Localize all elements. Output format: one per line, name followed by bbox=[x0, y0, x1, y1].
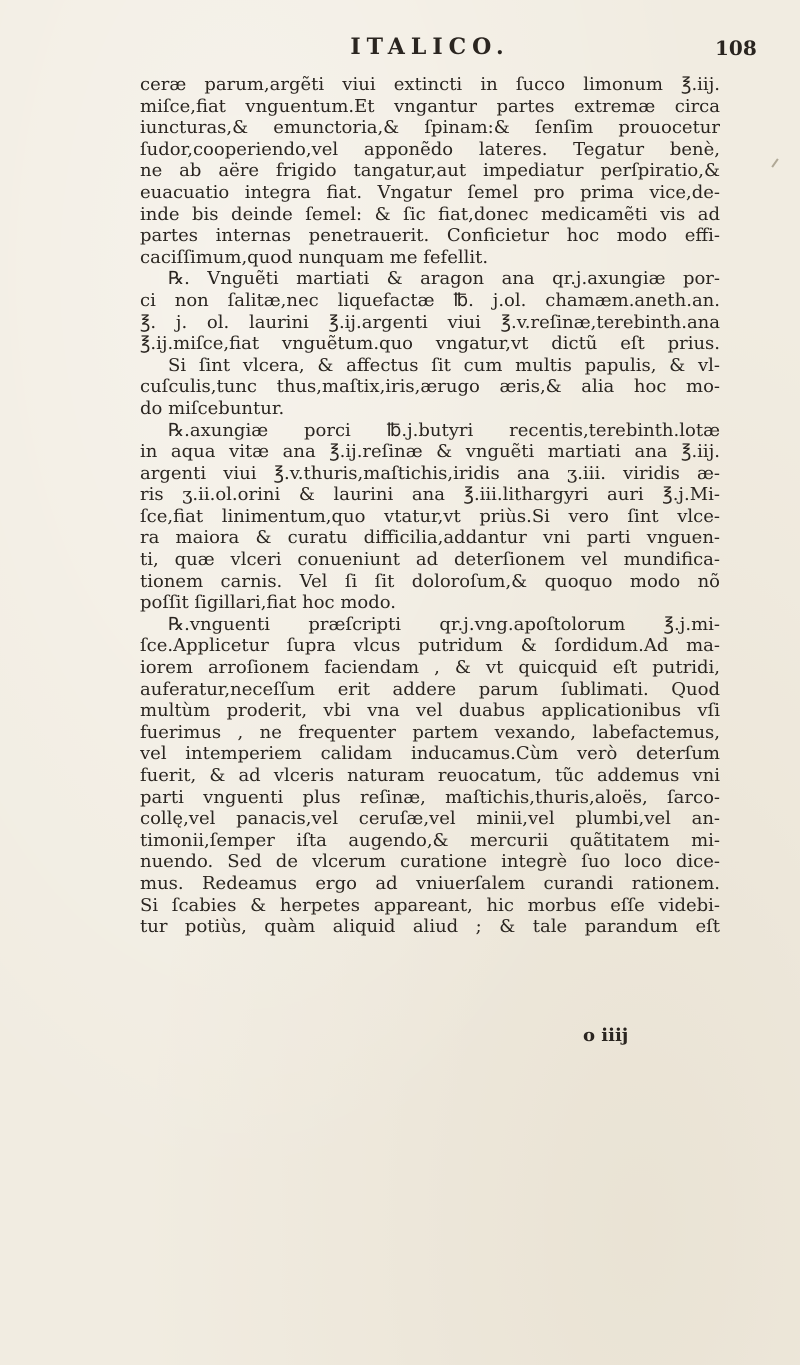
text-line: ℞.vnguenti præſcripti qr.j.vng.apoſtolorum ℥.j.mi- bbox=[168, 613, 720, 635]
text-line: ceræ parum,argẽti viui extincti in ſucco limonum ℥.iij. bbox=[140, 74, 720, 95]
body-text bbox=[140, 74, 720, 938]
text-line: iuncturas,& emunctoria,& ſpinam:& ſenſim prouocetur bbox=[140, 117, 720, 139]
text-line: nuendo. Sed de vlcerum curatione integrè ſuo loco dice- bbox=[140, 851, 720, 873]
text-line: ris ʒ.ii.ol.orini & laurini ana ℥.iii.lithargyri auri ℥.j.Mi- bbox=[140, 484, 720, 506]
text-line: ne ab aëre frigido tangatur,aut impediatur perſpiratio,& bbox=[140, 160, 720, 182]
text-line: in aqua vitæ ana ℥.ij.reſinæ & vnguẽti martiati ana ℥.iij. bbox=[140, 441, 720, 463]
signature-mark: o iiij bbox=[583, 1025, 629, 1046]
running-title: ITALICO. bbox=[350, 34, 510, 60]
text-line: ſce,fiat linimentum,quo vtatur,vt priùs.Si vero ſint vlce- bbox=[140, 505, 720, 527]
text-line: inde bis deinde ſemel: & ſic fiat,donec medicamẽti vis ad bbox=[140, 203, 720, 225]
text-line: mus. Redeamus ergo ad vniuerſalem curandi rationem. bbox=[140, 872, 720, 894]
text-line: fuerit, & ad vlceris naturam reuocatum, tũc addemus vni bbox=[140, 765, 720, 786]
text-line: euacuatio integra fiat. Vngatur ſemel pro prima vice,de- bbox=[140, 181, 720, 203]
text-line: argenti viui ℥.v.thuris,maſtichis,iridis ana ʒ.iii. viridis æ- bbox=[140, 462, 720, 484]
text-line: Si ſcabies & herpetes appareant, hic morbus eſſe videbi- bbox=[140, 894, 720, 916]
text-line: tur potiùs, quàm aliquid aliud ; & tale parandum eſt bbox=[140, 916, 720, 938]
text-line: miſce,fiat vnguentum.Et vngantur partes extremæ circa bbox=[140, 95, 720, 117]
text-line: partes internas penetrauerit. Conficietur hoc modo effi- bbox=[140, 225, 720, 247]
text-line: ti, quæ vlceri conueniunt ad deterſionem vel mundifica- bbox=[140, 549, 720, 571]
text-line: poſſit ſigillari,fiat hoc modo. bbox=[140, 592, 397, 614]
text-line: parti vnguenti plus reſinæ, maſtichis,thuris,aloës, ſarco- bbox=[140, 786, 720, 808]
text-line: ℥.ij.miſce,fiat vnguẽtum.quo vngatur,vt dictũ eſt prius. bbox=[140, 333, 720, 355]
text-line: tionem carnis. Vel ſi ſit doloroſum,& quoquo modo nõ bbox=[140, 570, 720, 592]
margin-pencil-mark bbox=[771, 158, 778, 167]
text-line: ra maiora & curatu difficilia,addantur vni parti vnguen- bbox=[140, 527, 720, 549]
text-line: multùm proderit, vbi vna vel duabus applicationibus vſi bbox=[140, 700, 720, 722]
text-line: fuerimus , ne frequenter partem vexando, labefactemus, bbox=[140, 721, 720, 743]
text-line: ci non ſalitæ,nec liquefactæ ℔. j.ol. chamæm.aneth.an. bbox=[140, 289, 720, 311]
text-line: vel intemperiem calidam inducamus.Cùm verò deterſum bbox=[140, 743, 720, 765]
text-line: auferatur,neceſſum erit addere parum ſublimati. Quod bbox=[140, 678, 720, 700]
text-line: ſudor,cooperiendo,vel apponẽdo lateres. Tegatur benè, bbox=[140, 138, 720, 160]
text-line: do miſcebuntur. bbox=[140, 397, 285, 419]
text-line: cuſculis,tunc thus,maſtix,iris,ærugo æris,& alia hoc mo- bbox=[140, 376, 720, 398]
text-line: ℞.axungiæ porci ℔.j.butyri recentis,terebinth.lotæ bbox=[168, 419, 720, 441]
text-line: ſce.Applicetur ſupra vlcus putridum & ſordidum.Ad ma- bbox=[140, 635, 720, 657]
text-line: iorem arroſionem faciendam , & vt quicquid eſt putridi, bbox=[140, 657, 720, 679]
text-line: ℥. j. ol. laurini ℥.ij.argenti viui ℥.v.reſinæ,terebinth.ana bbox=[140, 311, 720, 333]
text-line: timonii,ſemper iſta augendo,& mercurii quãtitatem mi- bbox=[140, 829, 720, 851]
page-number: 108 bbox=[715, 36, 757, 60]
text-line: Si ſint vlcera, & affectus ſit cum multis papulis, & vl- bbox=[168, 354, 720, 376]
text-line: caciſſimum,quod nunquam me fefellit. bbox=[140, 246, 489, 268]
text-line: ℞. Vnguẽti martiati & aragon ana qr.j.axungiæ por- bbox=[168, 268, 720, 290]
text-line: collę,vel panacis,vel ceruſæ,vel minii,vel plumbi,vel an- bbox=[140, 808, 720, 830]
page-header bbox=[0, 34, 800, 66]
